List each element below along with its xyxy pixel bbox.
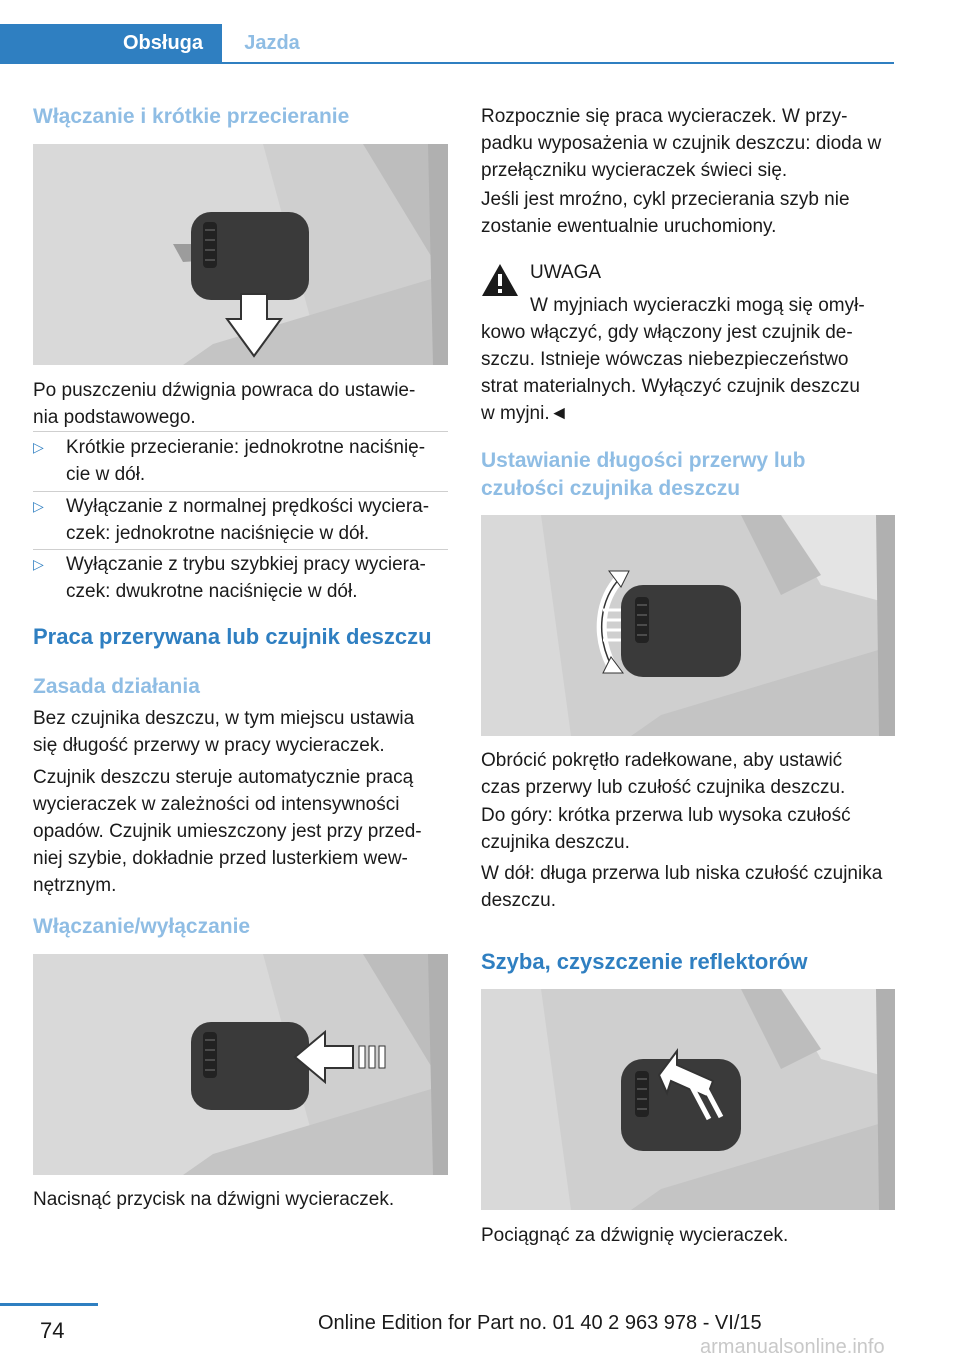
bullet-separator	[33, 491, 448, 492]
triangle-bullet-icon: ▷	[33, 498, 44, 514]
heading-intermittent: Praca przerywana lub czujnik deszczu	[33, 624, 432, 649]
footer-rule	[0, 1303, 98, 1306]
wiper-lever-push-button-image	[33, 954, 448, 1175]
para-wiping-starts: Rozpocznie się praca wycieraczek. W przy- padku wyposażenia w czujnik deszczu: dioda w przełączniku wycieraczek świeci się.	[481, 106, 882, 181]
tab-jazda[interactable]: Jazda	[244, 32, 300, 54]
edition-note: Online Edition for Part no. 01 40 2 963 978 - VI/15	[318, 1312, 762, 1334]
warning-title: UWAGA	[530, 262, 602, 283]
heading-windshield-cleaning: Szyba, czyszczenie reflektorów	[481, 949, 808, 974]
para-press-button: Nacisnąć przycisk na dźwigni wycieraczek.	[33, 1189, 395, 1210]
bullet-separator	[33, 549, 448, 550]
para-pull-lever: Pociągnąć za dźwignię wycieraczek.	[481, 1225, 789, 1246]
watermark: armanualsonline.info	[700, 1336, 885, 1358]
subheading-principle: Zasada działania	[33, 675, 200, 698]
para-up: Do góry: krótka przerwa lub wysoka czułość czujnika deszczu.	[481, 805, 851, 853]
header-tabbar	[0, 24, 894, 64]
para-principle-1: Bez czujnika deszczu, w tym miejscu ustawia się długość przerwy w pracy wycieraczek.	[33, 708, 415, 756]
para-principle-2: Czujnik deszczu steruje automatycznie pracą wycieraczek w zależności od intensywności opadów. Czujnik umieszczony jest przy przed- niej szybie, dokładnie przed lusterkiem wew- nętrznym.	[33, 767, 422, 896]
para-frost: Jeśli jest mroźno, cykl przecierania szyb nie zostanie ewentualnie uruchomiony.	[481, 189, 850, 237]
wiper-lever-pull-image	[481, 989, 895, 1210]
triangle-bullet-icon: ▷	[33, 556, 44, 572]
para-down: W dół: długa przerwa lub niska czułość czujnika deszczu.	[481, 863, 883, 911]
wiper-lever-push-down-image	[33, 144, 448, 365]
subheading-on-off: Włączanie/wyłączanie	[33, 915, 251, 938]
tab-obsluga[interactable]: Obsługa	[0, 24, 222, 62]
triangle-bullet-icon: ▷	[33, 439, 44, 455]
warning-text: W myjniach wycieraczki mogą się omył- kowo włączyć, gdy włączony jest czujnik de- szczu. Istnieje wówczas niebezpieczeństwo strat materialnych. Wyłączyć czujnik deszczu w myjni.◄	[481, 295, 865, 424]
para-lever-returns: Po puszczeniu dźwignia powraca do ustawie- nia podstawowego.	[33, 380, 416, 428]
wiper-knurled-wheel-image	[481, 515, 895, 736]
para-turn-wheel: Obrócić pokrętło radełkowane, aby ustawić czas przerwy lub czułość czujnika deszczu.	[481, 750, 846, 798]
heading-brief-wipe: Włączanie i krótkie przecieranie	[33, 105, 350, 128]
subheading-interval-length: Ustawianie długości przerwy lub czułości czujnika deszczu	[481, 449, 806, 500]
page-number: 74	[40, 1318, 65, 1343]
bullet-separator	[33, 431, 448, 432]
